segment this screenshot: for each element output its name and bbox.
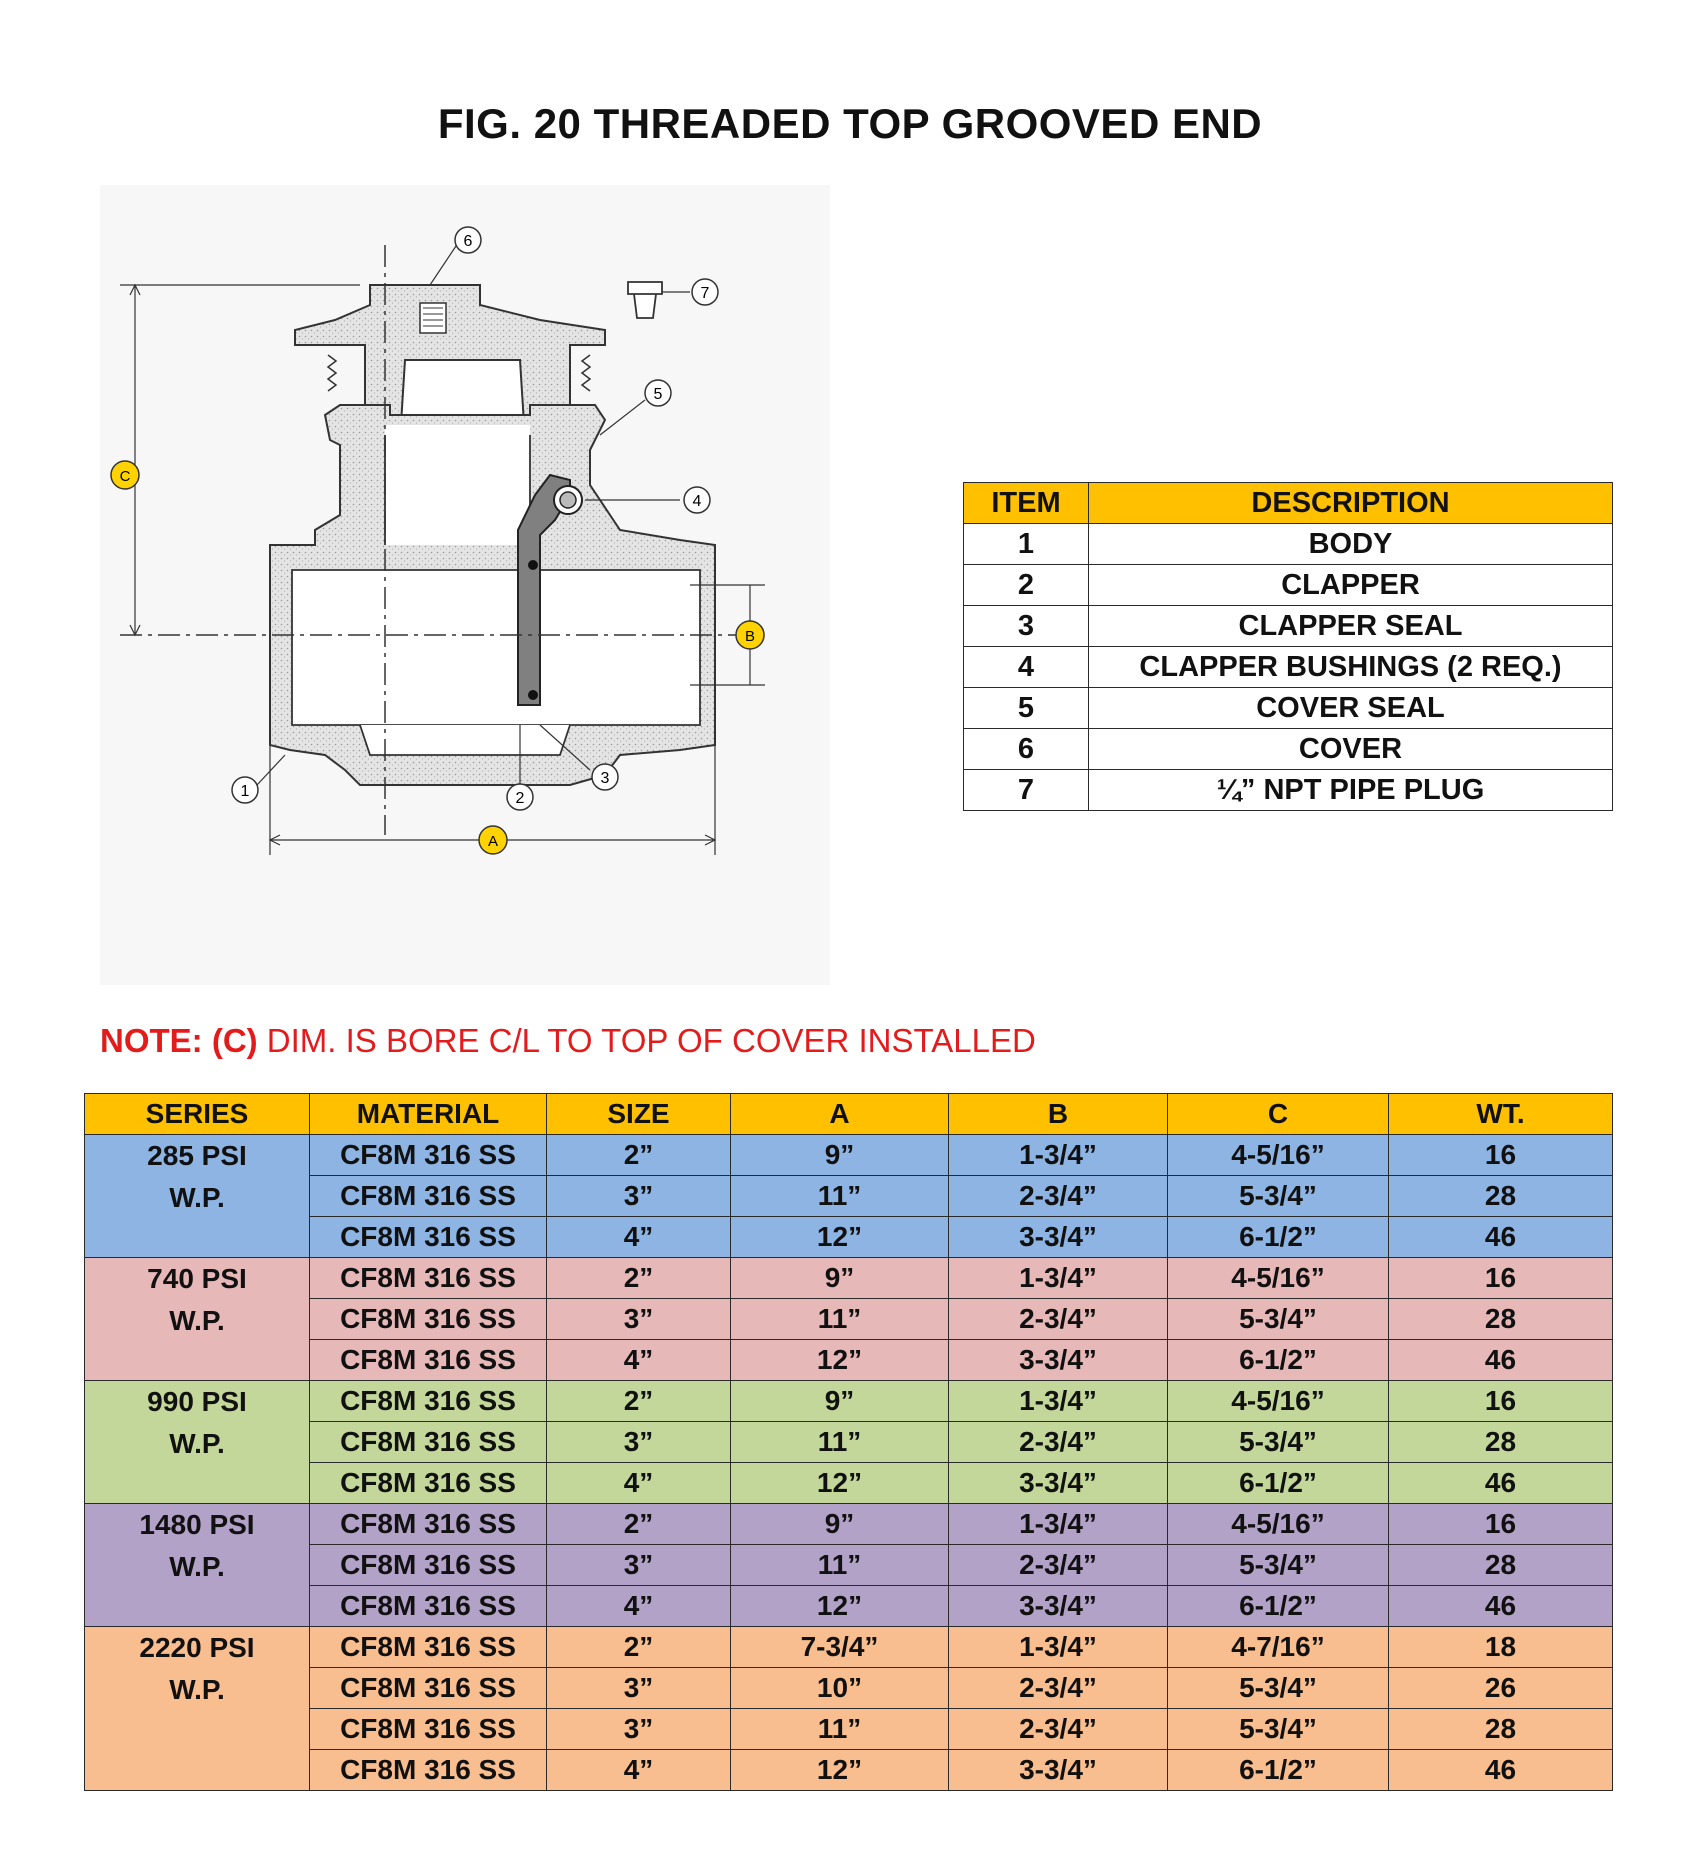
dim-c-cell: 6-1/2”: [1168, 1217, 1389, 1258]
item-description-cell: CLAPPER BUSHINGS (2 REQ.): [1089, 647, 1613, 688]
item-row: [964, 606, 1613, 647]
item-row: [964, 770, 1613, 811]
spec-row: [85, 1299, 1613, 1340]
dimension-note: [100, 1022, 1036, 1060]
size-cell: 3”: [547, 1709, 731, 1750]
dim-c-cell: 6-1/2”: [1168, 1586, 1389, 1627]
dim-a-cell: 12”: [731, 1217, 949, 1258]
spec-header-row: [85, 1094, 1613, 1135]
callout-2: [507, 784, 533, 810]
weight-cell: 46: [1389, 1217, 1613, 1258]
svg-text:2: 2: [515, 790, 525, 807]
dim-a-cell: 11”: [731, 1299, 949, 1340]
size-cell: 4”: [547, 1217, 731, 1258]
item-description-cell: BODY: [1089, 524, 1613, 565]
dim-b-cell: 3-3/4”: [949, 1217, 1168, 1258]
weight-cell: 46: [1389, 1340, 1613, 1381]
item-row: [964, 729, 1613, 770]
items-header-description: DESCRIPTION: [1089, 483, 1613, 524]
material-cell: CF8M 316 SS: [310, 1545, 547, 1586]
valve-cross-section-drawing: [100, 185, 830, 985]
callout-3: [592, 764, 618, 790]
note-prefix: NOTE: (C): [100, 1022, 258, 1059]
series-cell: [85, 1504, 310, 1627]
dim-b-cell: 1-3/4”: [949, 1135, 1168, 1176]
size-cell: 3”: [547, 1176, 731, 1217]
spec-row: [85, 1545, 1613, 1586]
material-cell: CF8M 316 SS: [310, 1463, 547, 1504]
dim-a-cell: 11”: [731, 1176, 949, 1217]
dim-c-cell: 4-5/16”: [1168, 1135, 1389, 1176]
item-row: [964, 688, 1613, 729]
dim-c-cell: 5-3/4”: [1168, 1709, 1389, 1750]
item-number-cell: 4: [964, 647, 1089, 688]
items-header-item: ITEM: [964, 483, 1089, 524]
dim-c-cell: 4-5/16”: [1168, 1504, 1389, 1545]
item-number-cell: 7: [964, 770, 1089, 811]
spec-header-a: A: [731, 1094, 949, 1135]
dim-badge-a: [479, 826, 507, 854]
spec-row: [85, 1463, 1613, 1504]
item-row: [964, 565, 1613, 606]
dim-b-cell: 2-3/4”: [949, 1176, 1168, 1217]
item-number-cell: 3: [964, 606, 1089, 647]
dim-b-cell: 2-3/4”: [949, 1668, 1168, 1709]
dim-b-cell: 1-3/4”: [949, 1504, 1168, 1545]
series-label-line: W.P.: [169, 1182, 225, 1213]
weight-cell: 28: [1389, 1299, 1613, 1340]
callout-1: [232, 777, 258, 803]
series-label-line: 2220 PSI: [139, 1632, 255, 1663]
item-description-cell: CLAPPER: [1089, 565, 1613, 606]
dim-c-cell: 5-3/4”: [1168, 1176, 1389, 1217]
dim-a-cell: 12”: [731, 1586, 949, 1627]
series-label-line: 1480 PSI: [139, 1509, 255, 1540]
dim-c-cell: 6-1/2”: [1168, 1463, 1389, 1504]
spec-header-series: SERIES: [85, 1094, 310, 1135]
dim-b-cell: 1-3/4”: [949, 1258, 1168, 1299]
svg-text:C: C: [119, 468, 131, 485]
size-cell: 4”: [547, 1463, 731, 1504]
dim-c-cell: 5-3/4”: [1168, 1422, 1389, 1463]
svg-text:A: A: [487, 833, 499, 850]
weight-cell: 46: [1389, 1750, 1613, 1791]
series-label-line: W.P.: [169, 1305, 225, 1336]
dim-c-cell: 5-3/4”: [1168, 1545, 1389, 1586]
spec-header-material: MATERIAL: [310, 1094, 547, 1135]
size-cell: 4”: [547, 1340, 731, 1381]
weight-cell: 46: [1389, 1463, 1613, 1504]
spec-row: [85, 1627, 1613, 1668]
svg-text:B: B: [744, 628, 756, 645]
weight-cell: 16: [1389, 1258, 1613, 1299]
svg-text:4: 4: [692, 493, 702, 510]
dim-b-cell: 2-3/4”: [949, 1709, 1168, 1750]
material-cell: CF8M 316 SS: [310, 1299, 547, 1340]
series-cell: [85, 1381, 310, 1504]
size-cell: 2”: [547, 1258, 731, 1299]
item-number-cell: 5: [964, 688, 1089, 729]
dim-c-cell: 4-5/16”: [1168, 1381, 1389, 1422]
dim-a-cell: 9”: [731, 1381, 949, 1422]
item-description-cell: COVER: [1089, 729, 1613, 770]
material-cell: CF8M 316 SS: [310, 1709, 547, 1750]
weight-cell: 16: [1389, 1381, 1613, 1422]
weight-cell: 18: [1389, 1627, 1613, 1668]
size-cell: 3”: [547, 1299, 731, 1340]
material-cell: CF8M 316 SS: [310, 1668, 547, 1709]
material-cell: CF8M 316 SS: [310, 1381, 547, 1422]
callout-7: [692, 279, 718, 305]
item-row: [964, 647, 1613, 688]
page-title: FIG. 20 THREADED TOP GROOVED END: [437, 100, 1263, 147]
dim-b-cell: 3-3/4”: [949, 1340, 1168, 1381]
dim-a-cell: 10”: [731, 1668, 949, 1709]
dim-a-cell: 12”: [731, 1340, 949, 1381]
dim-badge-b: [736, 621, 764, 649]
dim-a-cell: 11”: [731, 1709, 949, 1750]
dim-badge-c: [111, 461, 139, 489]
dim-c-cell: 6-1/2”: [1168, 1750, 1389, 1791]
dim-c-cell: 4-5/16”: [1168, 1258, 1389, 1299]
dim-a-cell: 9”: [731, 1258, 949, 1299]
spec-row: [85, 1381, 1613, 1422]
valve-drawing-svg: [100, 185, 830, 985]
weight-cell: 16: [1389, 1504, 1613, 1545]
series-label-line: W.P.: [169, 1551, 225, 1582]
material-cell: CF8M 316 SS: [310, 1340, 547, 1381]
spec-header-wt: WT.: [1389, 1094, 1613, 1135]
spec-row: [85, 1422, 1613, 1463]
spec-row: [85, 1217, 1613, 1258]
dim-b-cell: 3-3/4”: [949, 1463, 1168, 1504]
size-cell: 3”: [547, 1668, 731, 1709]
note-text: DIM. IS BORE C/L TO TOP OF COVER INSTALLED: [257, 1022, 1036, 1059]
spec-row: [85, 1258, 1613, 1299]
size-cell: 2”: [547, 1381, 731, 1422]
spec-header-c: C: [1168, 1094, 1389, 1135]
material-cell: CF8M 316 SS: [310, 1422, 547, 1463]
callout-4: [684, 487, 710, 513]
material-cell: CF8M 316 SS: [310, 1135, 547, 1176]
series-label-line: 990 PSI: [147, 1386, 247, 1417]
item-row: [964, 524, 1613, 565]
series-label-line: 285 PSI: [147, 1140, 247, 1171]
dim-b-cell: 2-3/4”: [949, 1422, 1168, 1463]
weight-cell: 28: [1389, 1176, 1613, 1217]
dim-c-cell: 6-1/2”: [1168, 1340, 1389, 1381]
item-number-cell: 2: [964, 565, 1089, 606]
spec-row: [85, 1504, 1613, 1545]
callout-6: [455, 227, 481, 253]
item-description-table: [963, 482, 1613, 811]
dim-b-cell: 1-3/4”: [949, 1627, 1168, 1668]
material-cell: CF8M 316 SS: [310, 1750, 547, 1791]
weight-cell: 28: [1389, 1545, 1613, 1586]
size-cell: 2”: [547, 1504, 731, 1545]
spec-row: [85, 1750, 1613, 1791]
size-cell: 3”: [547, 1545, 731, 1586]
series-label-line: 740 PSI: [147, 1263, 247, 1294]
item-number-cell: 1: [964, 524, 1089, 565]
dim-a-cell: 11”: [731, 1422, 949, 1463]
spec-row: [85, 1586, 1613, 1627]
dim-a-cell: 12”: [731, 1750, 949, 1791]
callout-5: [645, 380, 671, 406]
dim-a-cell: 11”: [731, 1545, 949, 1586]
spec-row: [85, 1135, 1613, 1176]
dim-b-cell: 2-3/4”: [949, 1299, 1168, 1340]
series-cell: [85, 1258, 310, 1381]
size-cell: 2”: [547, 1627, 731, 1668]
series-label-line: W.P.: [169, 1428, 225, 1459]
item-description-cell: COVER SEAL: [1089, 688, 1613, 729]
series-spec-table: [84, 1093, 1613, 1791]
size-cell: 4”: [547, 1750, 731, 1791]
dim-a-cell: 9”: [731, 1135, 949, 1176]
dim-a-cell: 12”: [731, 1463, 949, 1504]
spec-row: [85, 1668, 1613, 1709]
svg-text:3: 3: [600, 770, 610, 787]
weight-cell: 46: [1389, 1586, 1613, 1627]
size-cell: 4”: [547, 1586, 731, 1627]
weight-cell: 26: [1389, 1668, 1613, 1709]
dim-b-cell: 2-3/4”: [949, 1545, 1168, 1586]
material-cell: CF8M 316 SS: [310, 1504, 547, 1545]
dim-c-cell: 4-7/16”: [1168, 1627, 1389, 1668]
size-cell: 3”: [547, 1422, 731, 1463]
series-label-line: W.P.: [169, 1674, 225, 1705]
svg-text:7: 7: [700, 285, 710, 302]
dim-b-cell: 1-3/4”: [949, 1381, 1168, 1422]
dim-c-cell: 5-3/4”: [1168, 1299, 1389, 1340]
size-cell: 2”: [547, 1135, 731, 1176]
svg-text:1: 1: [240, 783, 250, 800]
material-cell: CF8M 316 SS: [310, 1586, 547, 1627]
item-description-cell: ¼” NPT PIPE PLUG: [1089, 770, 1613, 811]
weight-cell: 28: [1389, 1709, 1613, 1750]
dim-b-cell: 3-3/4”: [949, 1586, 1168, 1627]
spec-row: [85, 1709, 1613, 1750]
spec-header-size: SIZE: [547, 1094, 731, 1135]
dim-c-cell: 5-3/4”: [1168, 1668, 1389, 1709]
spec-row: [85, 1340, 1613, 1381]
svg-text:5: 5: [653, 386, 663, 403]
item-description-cell: CLAPPER SEAL: [1089, 606, 1613, 647]
spec-header-b: B: [949, 1094, 1168, 1135]
pipe-plug-part: [628, 282, 662, 318]
weight-cell: 16: [1389, 1135, 1613, 1176]
dim-a-cell: 9”: [731, 1504, 949, 1545]
spec-row: [85, 1176, 1613, 1217]
material-cell: CF8M 316 SS: [310, 1258, 547, 1299]
dim-b-cell: 3-3/4”: [949, 1750, 1168, 1791]
material-cell: CF8M 316 SS: [310, 1176, 547, 1217]
weight-cell: 28: [1389, 1422, 1613, 1463]
series-cell: [85, 1135, 310, 1258]
material-cell: CF8M 316 SS: [310, 1217, 547, 1258]
item-number-cell: 6: [964, 729, 1089, 770]
series-cell: [85, 1627, 310, 1791]
svg-text:6: 6: [463, 233, 473, 250]
material-cell: CF8M 316 SS: [310, 1627, 547, 1668]
dim-a-cell: 7-3/4”: [731, 1627, 949, 1668]
